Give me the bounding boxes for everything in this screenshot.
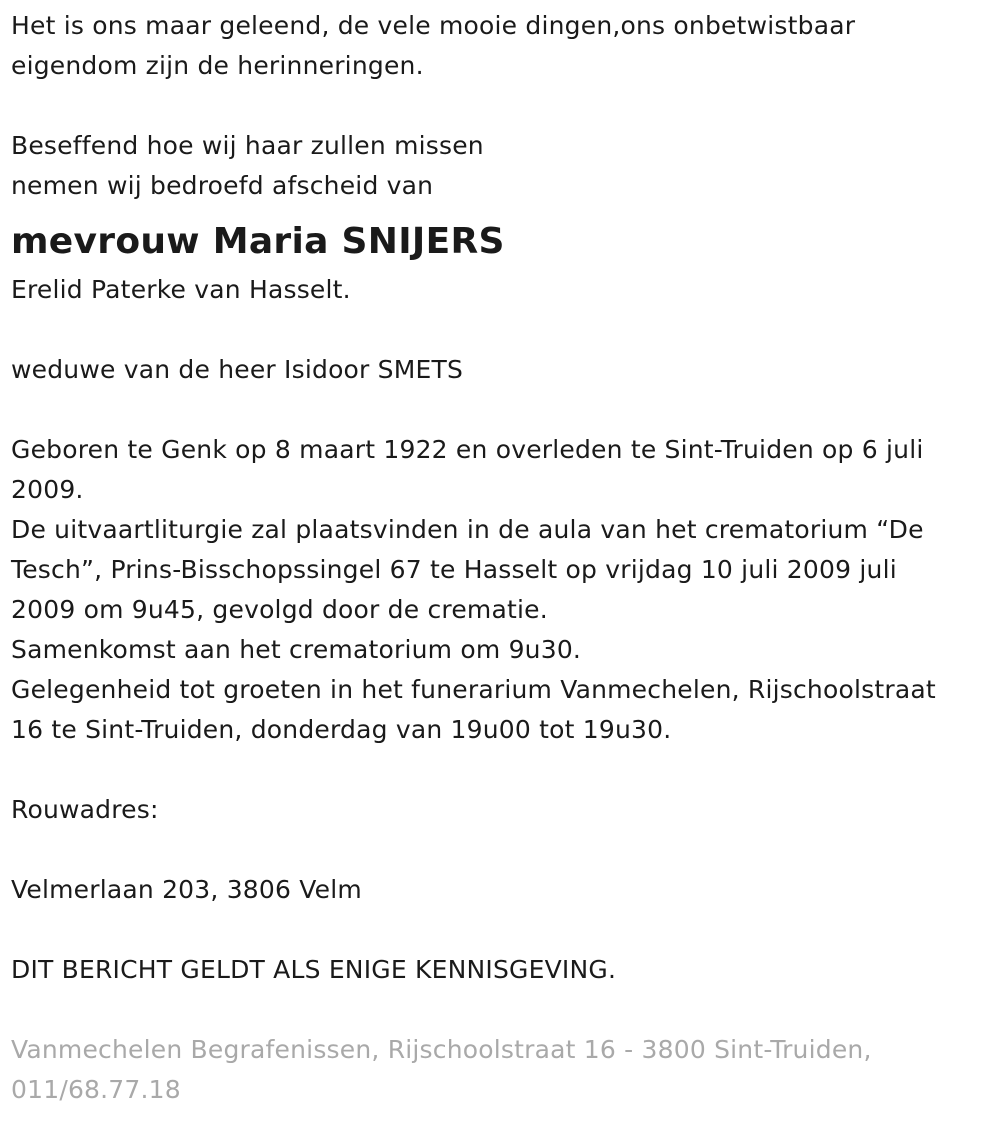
intro-line-1: Het is ons maar geleend, de vele mooie dingen,ons onbetwistbaar [11, 11, 856, 40]
spacer [11, 86, 996, 126]
farewell-line-2: nemen wij bedroefd afscheid van [11, 171, 434, 200]
widow-of: weduwe van de heer Isidoor SMETS [11, 355, 464, 384]
funeral-home-line-2: 011/68.77.18 [11, 1075, 181, 1104]
mourning-address: Velmerlaan 203, 3806 Velm [11, 875, 362, 904]
spacer [11, 390, 996, 430]
details-line-8: 16 te Sint-Truiden, donderdag van 19u00 tot 19u30. [11, 715, 672, 744]
spacer [11, 910, 996, 950]
farewell-line-1: Beseffend hoe wij haar zullen missen [11, 131, 484, 160]
details-line-1: Geboren te Genk op 8 maart 1922 en overleden te Sint-Truiden op 6 juli [11, 435, 924, 464]
details-line-4: Tesch”, Prins-Bisschopssingel 67 te Hasselt op vrijdag 10 juli 2009 juli [11, 555, 897, 584]
honorary-title: Erelid Paterke van Hasselt. [11, 275, 351, 304]
details-line-2: 2009. [11, 475, 84, 504]
funeral-home-line-1: Vanmechelen Begrafenissen, Rijschoolstraat 16 - 3800 Sint-Truiden, [11, 1035, 872, 1064]
notice-statement: DIT BERICHT GELDT ALS ENIGE KENNISGEVING. [11, 955, 617, 984]
details-line-3: De uitvaartliturgie zal plaatsvinden in de aula van het crematorium “De [11, 515, 924, 544]
deceased-name: mevrouw Maria SNIJERS [11, 221, 505, 262]
obituary-notice [11, 0, 996, 1110]
details-line-6: Samenkomst aan het crematorium om 9u30. [11, 635, 582, 664]
spacer [11, 310, 996, 350]
spacer [11, 830, 996, 870]
intro-line-2: eigendom zijn de herinneringen. [11, 51, 424, 80]
details-line-5: 2009 om 9u45, gevolgd door de crematie. [11, 595, 548, 624]
spacer [11, 750, 996, 790]
details-line-7: Gelegenheid tot groeten in het funerarium Vanmechelen, Rijschoolstraat [11, 675, 936, 704]
mourning-address-label: Rouwadres: [11, 795, 159, 824]
spacer [11, 990, 996, 1030]
